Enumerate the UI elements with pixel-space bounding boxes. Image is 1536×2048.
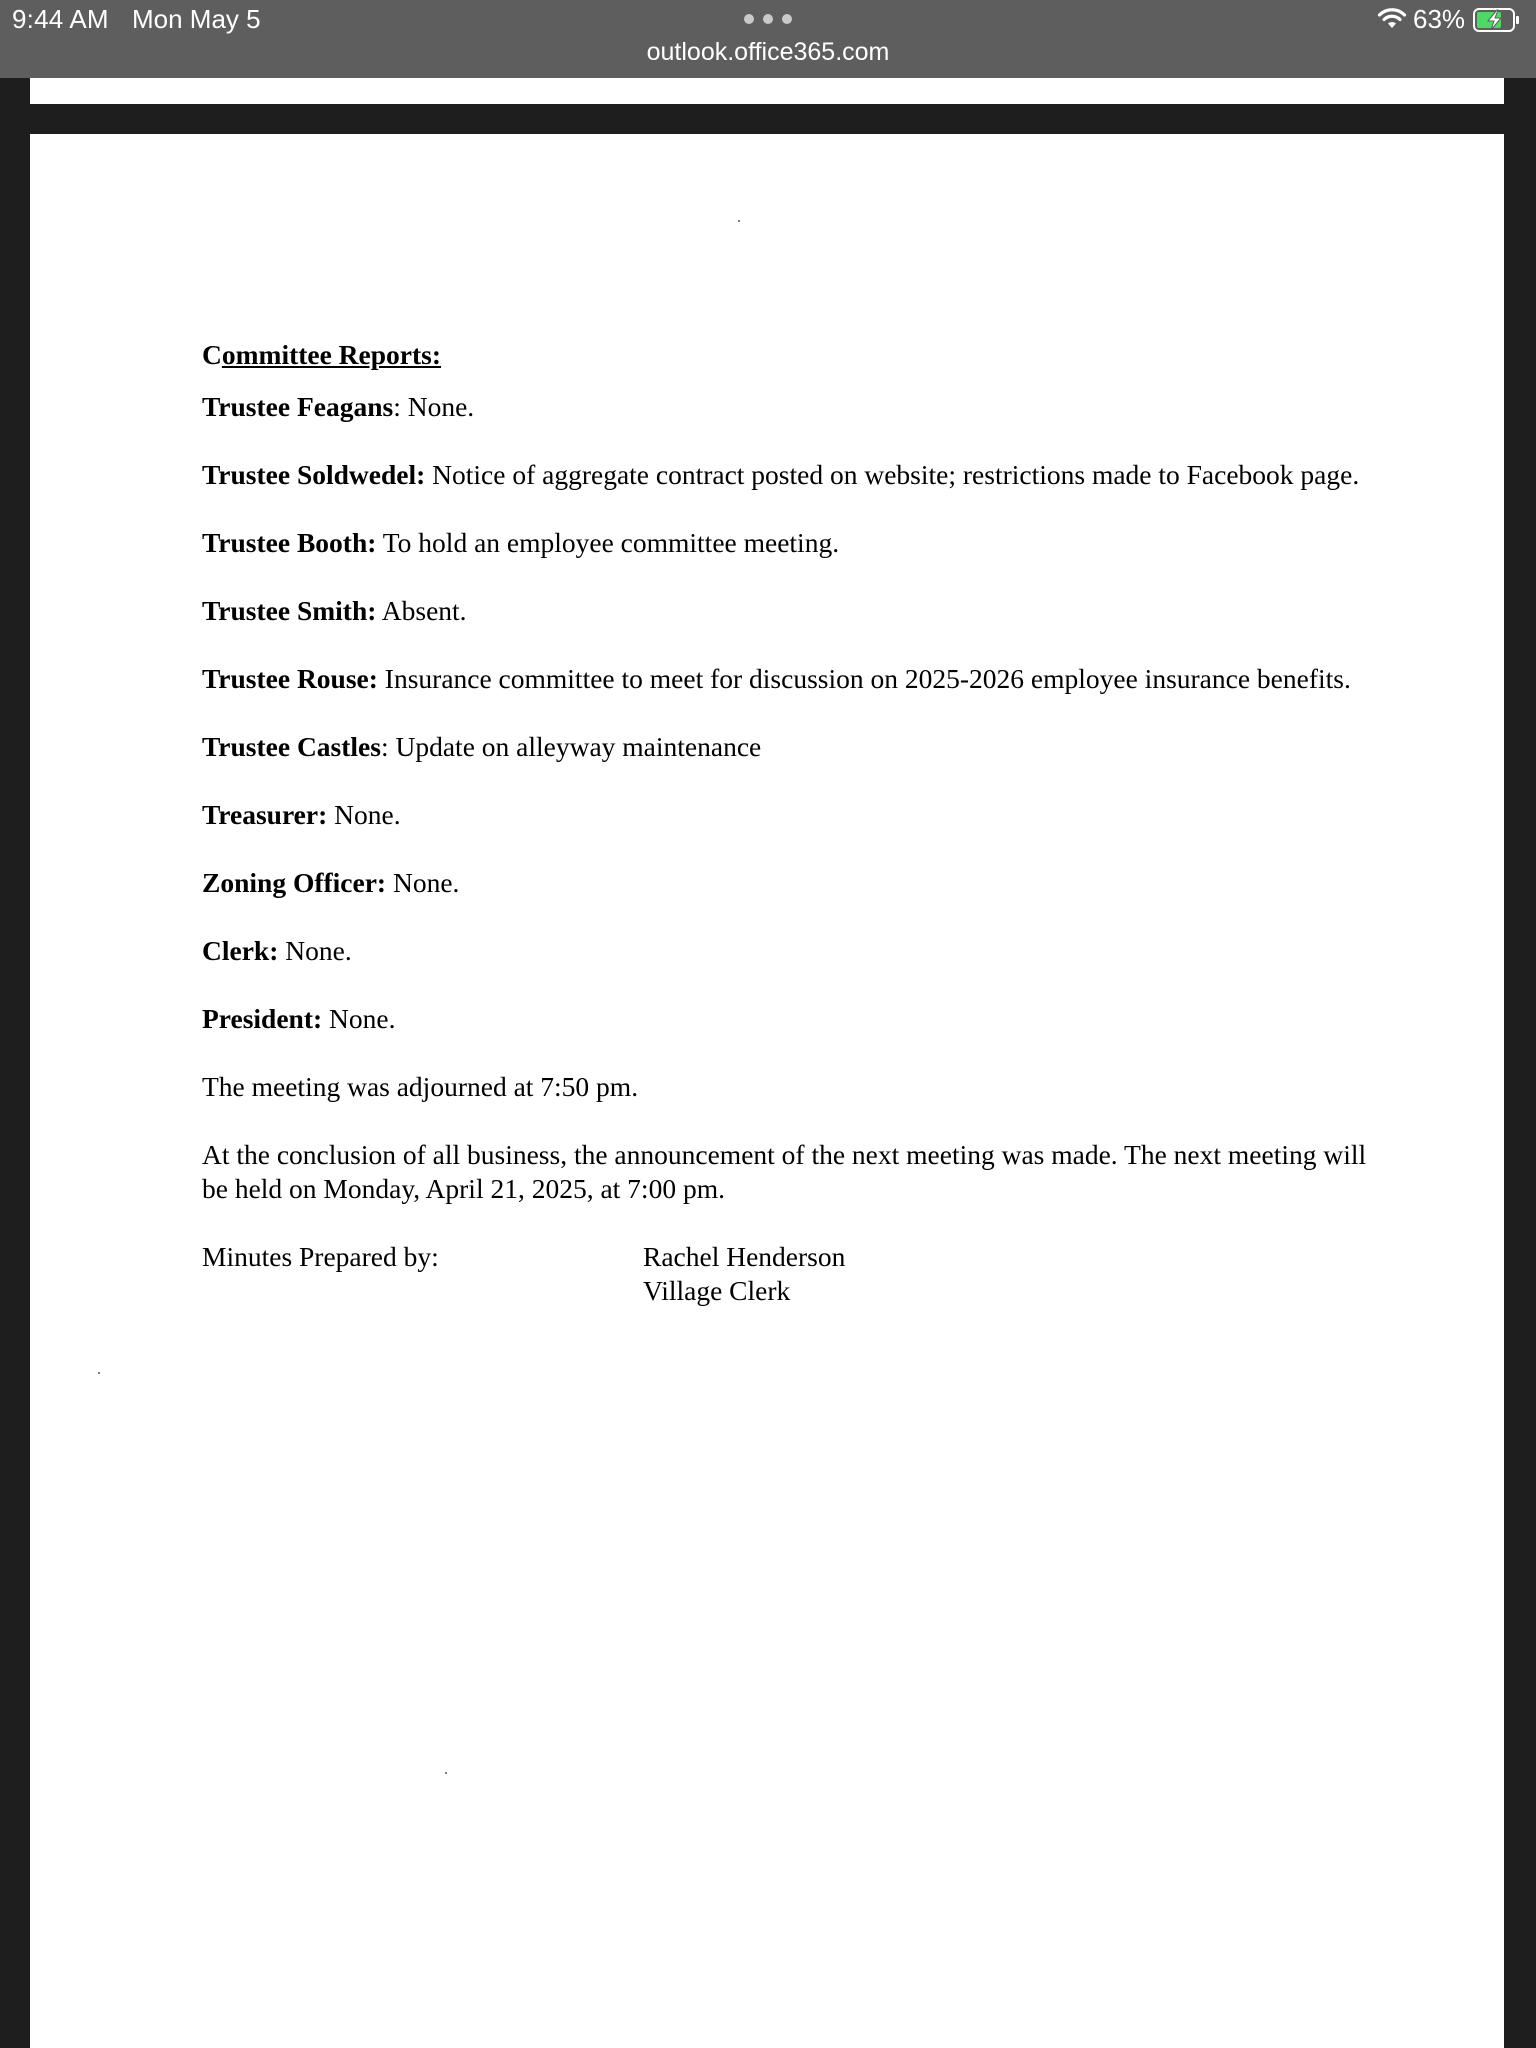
report-separator: :	[380, 731, 396, 762]
adjournment-text: The meeting was adjourned at 7:50 pm.	[202, 1071, 639, 1102]
report-label: President:	[202, 1003, 323, 1034]
scan-speck	[445, 1772, 447, 1774]
wifi-icon	[1376, 6, 1408, 30]
minutes-content	[202, 338, 1372, 1310]
battery-percent: 63%	[1413, 4, 1466, 34]
report-label: Zoning Officer:	[202, 867, 387, 898]
report-text: None.	[285, 935, 352, 966]
report-text: None.	[407, 391, 475, 422]
heading-initial: C	[202, 339, 222, 370]
previous-page-edge	[30, 78, 1504, 104]
report-text: Insurance committee to meet for discussion on 2025-2026 employee insurance benefits.	[384, 663, 1351, 694]
more-dots-icon[interactable]	[744, 14, 792, 26]
clerk-title: Village Clerk	[643, 1275, 791, 1306]
report-item	[202, 1002, 1372, 1036]
report-text: None.	[392, 867, 460, 898]
report-item	[202, 458, 1372, 492]
report-item	[202, 526, 1372, 560]
report-label: Trustee Castles	[202, 731, 381, 762]
report-label: Clerk:	[202, 935, 279, 966]
heading-rest: ommittee Reports:	[221, 339, 442, 370]
report-label: Trustee Feagans	[202, 391, 394, 422]
status-bar	[0, 0, 1536, 78]
next-meeting-text: At the conclusion of all business, the announcement of the next meeting was made. The next meeting will be held on Monday, April 21, 2025, at 7:00 pm.	[202, 1139, 1367, 1204]
report-item	[202, 866, 1372, 900]
report-text: To hold an employee committee meeting.	[382, 527, 840, 558]
report-separator	[386, 867, 393, 898]
report-text: None.	[329, 1003, 396, 1034]
report-label: Trustee Smith:	[202, 595, 377, 626]
report-text: None.	[334, 799, 401, 830]
report-text: Notice of aggregate contract posted on website; restrictions made to Facebook page.	[432, 459, 1360, 490]
scan-speck	[738, 220, 740, 222]
section-heading	[202, 338, 1372, 372]
report-item	[202, 798, 1372, 832]
clerk-name: Rachel Henderson	[643, 1241, 846, 1272]
report-label: Trustee Rouse:	[202, 663, 378, 694]
report-item	[202, 730, 1372, 764]
report-separator	[378, 663, 385, 694]
report-label: Trustee Soldwedel:	[202, 459, 426, 490]
report-item	[202, 934, 1372, 968]
report-item	[202, 662, 1372, 696]
report-text: Update on alleyway maintenance	[395, 731, 762, 762]
report-label: Trustee Booth:	[202, 527, 377, 558]
status-time: 9:44 AM	[12, 4, 109, 34]
report-item	[202, 390, 1372, 424]
report-text: Absent.	[381, 595, 467, 626]
scan-speck	[98, 1372, 100, 1374]
report-item	[202, 594, 1372, 628]
prepared-by-label: Minutes Prepared by:	[202, 1241, 439, 1272]
signature-block	[202, 1240, 1372, 1310]
status-date: Mon May 5	[132, 4, 261, 34]
document-page	[30, 134, 1504, 2048]
address-url[interactable]: outlook.office365.com	[646, 38, 890, 66]
report-label: Treasurer:	[202, 799, 328, 830]
report-separator: :	[393, 391, 408, 422]
battery-charging-icon	[1473, 8, 1521, 32]
